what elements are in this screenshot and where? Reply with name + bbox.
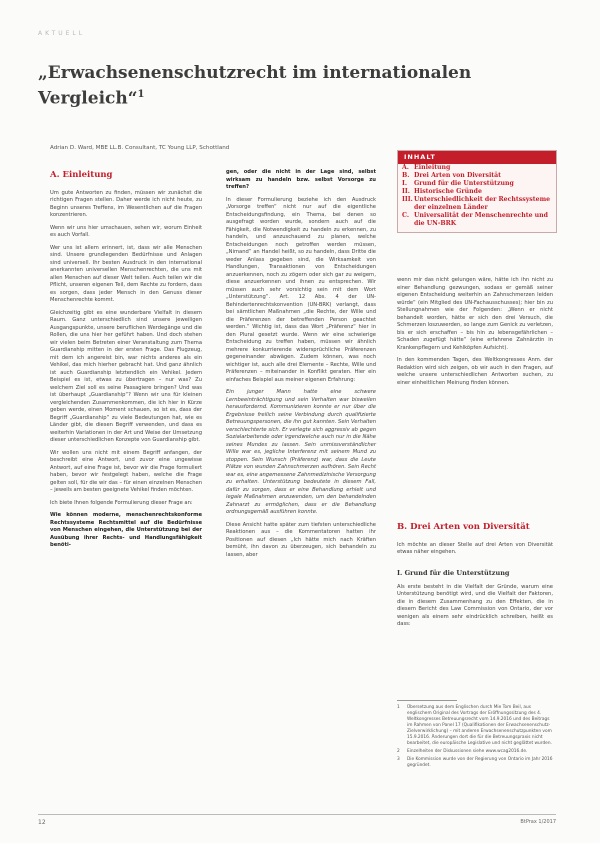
- paragraph: Wir wollen uns nicht mit einem Begriff anfangen, der beschreibt eine Antwort, und zuvor eine ungewisse Antwort, auf eine Frage ist, bevor wir die Frage formuliert haben, bevor wir festgelegt haben, welche die Frage gelten soll, für die wir das – für einen einzelnen Menschen – jeweils am besten geeignete Vehikel finden möchten.: [50, 449, 202, 493]
- footnote-number: 2: [397, 749, 400, 754]
- toc-number: C.: [402, 212, 409, 219]
- toc-label: Unterschiedlichkeit der Rechtssysteme der einzelnen Länder: [414, 196, 551, 211]
- paragraph: Ich biete Ihnen folgende Formulierung dieser Frage an:: [50, 499, 193, 506]
- toc-item[interactable]: [398, 180, 556, 188]
- toc-item[interactable]: [398, 164, 556, 172]
- toc-item[interactable]: [398, 196, 556, 212]
- footnote-rule: [397, 700, 457, 701]
- journal-issue: BtPrax 1/2017: [520, 819, 556, 825]
- toc-number: B.: [402, 172, 410, 179]
- article-title-text: „Erwachsenenschutzrecht im internationalen Vergleich“: [38, 63, 472, 109]
- toc-title: INHALT: [398, 151, 556, 164]
- column-3-subsection: [397, 568, 553, 634]
- toc-number: A.: [402, 164, 409, 171]
- toc-label: Historische Gründe: [414, 188, 482, 195]
- paragraph: In dieser Formulierung beziehe ich den Ausdruck „Vorsorge treffen“ nicht nur auf die eigentliche Entscheidungsfindung, ein Thema, bei denen so ausgefragt worden wurde, sondern auch auf die Fähigkeit, die Notwendigkeit zu handeln zu erkennen, zu handeln, und anzuschauend zu planen, welche Entscheidungen noch getroffen werden müssen, „Nimand“ an Handel heißt, so zu handeln, dass Dritte die weder Anlass gegeben sind, die Wirksamkeit von Handlungen, Transaktionen von Entscheidungen anzuerkennen, noch zu zögern oder sich gar zu weigern, diese anzuerkennen und ihnen zu entsprechen. Wir müssen auch sehr vorsichtig sein mit dem Wort „Unterstützung“. Art. 12 Abs. 4 der UN-Behindertenrechtskonvention (UN-BRK) verlangt, dass bei sämtlichen Maßnahmen „die Rechte, der Wille und die Präferenzen der betreffenden Person geachtet werden.“ Wichtig ist, dass das Wort „Präferenz“ hier in den Plural gesetzt wurde. Wenn wir eine schwierige Entscheidung zu treffen haben, müssen wir ähnlich mehrere konkurrierende widersprüchliche Präferenzen gegeneinander abwägen. Zudem können, was noch wichtiger ist, auch alle drei Elemente – Rechte, Wille und Präferenzen – miteinander in Konflikt geraten. Hier ein einfaches Beispiel aus meiner eigenen Erfahrung:: [226, 196, 376, 383]
- paragraph: Ich möchte an dieser Stelle auf drei Arten von Diversität etwas näher eingehen.: [397, 541, 553, 555]
- footnote-text: Übersetzung aus dem Englischen durch Mie Tom Beil, aus englischem Original des Vortrags der Eröffnungssitzung des 4. Weltkongresses Betreuungsrecht vom 14.9.2016 und des Beitrags im Rahmen von Panel 17 (Qualifikationen der Erwachsenenschutz-Zielverwirklichung) – mit anderen Erwachsenenschutzpunkten vom 15.9.2016. Änderungen dort die für die Betreuungspraxis nicht bearbeitet, die europäische Legislative und nicht geglättet wurden.: [407, 705, 552, 746]
- column-3-section-b: [397, 522, 553, 562]
- toc-label: Drei Arten von Diversität: [414, 172, 502, 179]
- toc-number: I.: [402, 180, 408, 187]
- toc-label: Einleitung: [414, 164, 451, 171]
- case-example: Ein junger Mann hatte eine schwere Lernbeeinträchtigung und sein Verhalten war bisweilen herausfordernd. Kommunizieren konnte er nur über die Ergebnisse freilich seine Verbindung durch qualifizierte Betreuungspersonen, die ihn gut kannten. Sein Verhalten verschlechterte sich. Er verlegte sich aggressiv ab gegen Sozialarbeitende oder irgendwelche auch nur in die Nähe seines Mundes zu lassen. Sein unmissverständlicher Wille war es, jegliche Interferenz mit seinem Mund zu stoppen. Sein Wunsch (Präferenz) war, dass die Leute Plätze von wunden Zahnschmerzen aufhören. Sein Recht war es, eine angemessene Zahnmedizinische Versorgung zu erhalten. Unterstützung bedeutete in diesem Fall, dafür zu sorgen, dass er eine Behandlung erhielt und legale Maßnahmen anzuwenden, um den behandelnden Zahnarzt zu ermöglichen, dass er die Behandlung ordnungsgemäß ausführen konnte.: [226, 389, 376, 515]
- subheading-unterstuetzung: I. Grund für die Unterstützung: [397, 569, 510, 577]
- section-heading-einleitung: A. Einleitung: [50, 170, 113, 180]
- section-tag: AKTUELL: [38, 30, 86, 37]
- footnote-number: 1: [397, 705, 400, 710]
- paragraph: Diese Ansicht hatte später zum tiefsten unterschiedliche Reaktionen aus – die Kommentatoren hatten ihr Positionen auf diesen „Ich hätte mich nach Kräften bemüht, ihn davon zu überzeugen, sich behandeln zu lassen, aber: [226, 521, 376, 558]
- page-number: 12: [38, 819, 46, 826]
- toc-number: III.: [402, 196, 413, 203]
- table-of-contents-box: [397, 150, 557, 233]
- footnote-text: Einzelheiten der Diskussionen siehe www.wcag2016.de.: [407, 749, 528, 754]
- toc-item[interactable]: [398, 188, 556, 196]
- section-heading-diversitaet: B. Drei Arten von Diversität: [397, 522, 530, 532]
- toc-label: Grund für die Unterstützung: [414, 180, 514, 187]
- footnote: [397, 757, 553, 769]
- toc-label: Universalität der Menschenrechte und die UN-BRK: [414, 212, 548, 227]
- column-2: [226, 169, 376, 564]
- footnote: [397, 705, 553, 747]
- title-footnote-ref: 1: [137, 89, 145, 100]
- footnote: [397, 749, 553, 755]
- paragraph: Gleichzeitig gibt es eine wunderbare Vielfalt in diesem Raum. Ganz unterschiedlich sind unsere jeweiligen Ausgangspunkte, unsere beruflichen Werdegänge und die Rollen, die uns hier her geführt haben. Und doch stehen wir vielen beim Betreten einer Veranstaltung zum Thema Guardianship mitten in der ersten Frage. Das Flugzeug, mit dem ich angereist bin, war nichts anderes als ein Vehikel, das mich hierher gebracht hat. Und ganz ähnlich ist auch Guardianship letztendlich ein Vehikel. Jedem Beispiel es ist, etwas zu übertragen – nur was? Zu welchem Ziel soll es seine Passagiere bringen? Und was ist überhaupt „Guardianship“? Wenn wir uns für kleinen vergleichenden Zusammenkommen, die ich hier in Kürze geben werde, einen Moment schauen, so ist es, dass der Begriff „Guardianship“ zu viele Bedeutungen hat, wie es Länder gibt, die diesen Begriff verwenden, und dass es weiterhin Variationen in der Art und Weise der Umsetzung dieser unterschiedlichen Konzepte von Guardianship gibt.: [50, 309, 202, 443]
- key-question: Wie können moderne, menschenrechtskonforme Rechtssysteme Rechtsmittel auf die Bedürfnisse von Menschen eingehen, die Unterstützung bei der Ausübung ihrer Rechts- und Handlungsfähigkeit benöti-: [50, 512, 202, 548]
- paragraph: wenn mir das nicht gelungen wäre, hätte ich ihn nicht zu einer Behandlung gezwungen, sodass er gemäß seiner eigenen Entscheidung weiterhin an Zahnschmerzen leiden würde“ (ein Mitglied des UN-Fachausschusses); hier bin zu Stellungnahmen wie der Folgenden: „Wenn er nicht behandelt worden, hätte er sich den drei Versuch, die Schmerzen loszuwerden, so lange zum Genick zu verletzen, bis er sich erschaffen – bis hin zu lebensgefährlichen – Schaden zugefügt hätte“ (eine erfahrene Zahnärztin in Krankenpflegern und Kehlköpfen Aufsicht).: [397, 277, 553, 351]
- toc-item[interactable]: [398, 212, 556, 228]
- paragraph: Als erste besteht in die Vielfalt der Gründe, warum eine Unterstützung benötigt wird, und die Vielfalt der Faktoren, die in diesem Zusammenhang zu den Effekten, die in diesem Bericht des Law Commission von Ontario, der vor wenigen als einem sehr eindrücklich schreiben, heißt es dass:: [397, 583, 553, 627]
- footnote-text: Die Kommission wurde von der Regierung von Ontario im Jahr 2016 gegründet.: [407, 757, 553, 768]
- toc-number: II.: [402, 188, 410, 195]
- paragraph: In den kommenden Tagen, des Weltkongresses Anm. der Redaktion wird sich zeigen, ob wir auch in den Fragen, auf welche unsere unterschiedlichen Antworten suchen, zu einer einheitlichen Meinung finden können.: [397, 357, 553, 386]
- paragraph: Wenn wir uns hier umschauen, sehen wir, worum Einheit es auch Vorfall.: [50, 224, 202, 238]
- footnotes: [397, 705, 553, 771]
- column-3-top: [397, 277, 553, 392]
- article-authors: Adrian D. Ward, MBE LL.B. Consultant, TC Young LLP, Schottland: [50, 145, 230, 151]
- toc-item[interactable]: [398, 172, 556, 180]
- paragraph: Um gute Antworten zu finden, müssen wir zunächst die richtigen Fragen stellen. Daher werde ich nicht heute, zu Beginn unseres Treffens, im Wesentlichen auf die Fragen konzentrieren.: [50, 189, 202, 218]
- column-1: [50, 170, 202, 555]
- paragraph: Wer uns ist allem erinnert, ist, dass wir alle Menschen sind. Unsere grundlegenden Bedürfnisse und Anlagen sind universell. Ihr besten Ausdruck in den international anerkannten universellen Menschenrechten, die uns mit allen Menschen auf dieser Welt teilen. Auch teilen wir die Pflicht, unseren eigenen Teil, dem Rechte zu fordern, dass es sorgen, dass jeder Mensch in den Genuss dieser Menschenrechte kommt.: [50, 244, 202, 303]
- key-question-continued: gen, oder die nicht in der Lage sind, selbst wirksam zu handeln bzw. selbst Vorsorge zu treffen?: [226, 169, 376, 190]
- footnote-number: 3: [397, 757, 400, 762]
- article-title: [38, 63, 488, 110]
- footer-rule: [38, 814, 556, 815]
